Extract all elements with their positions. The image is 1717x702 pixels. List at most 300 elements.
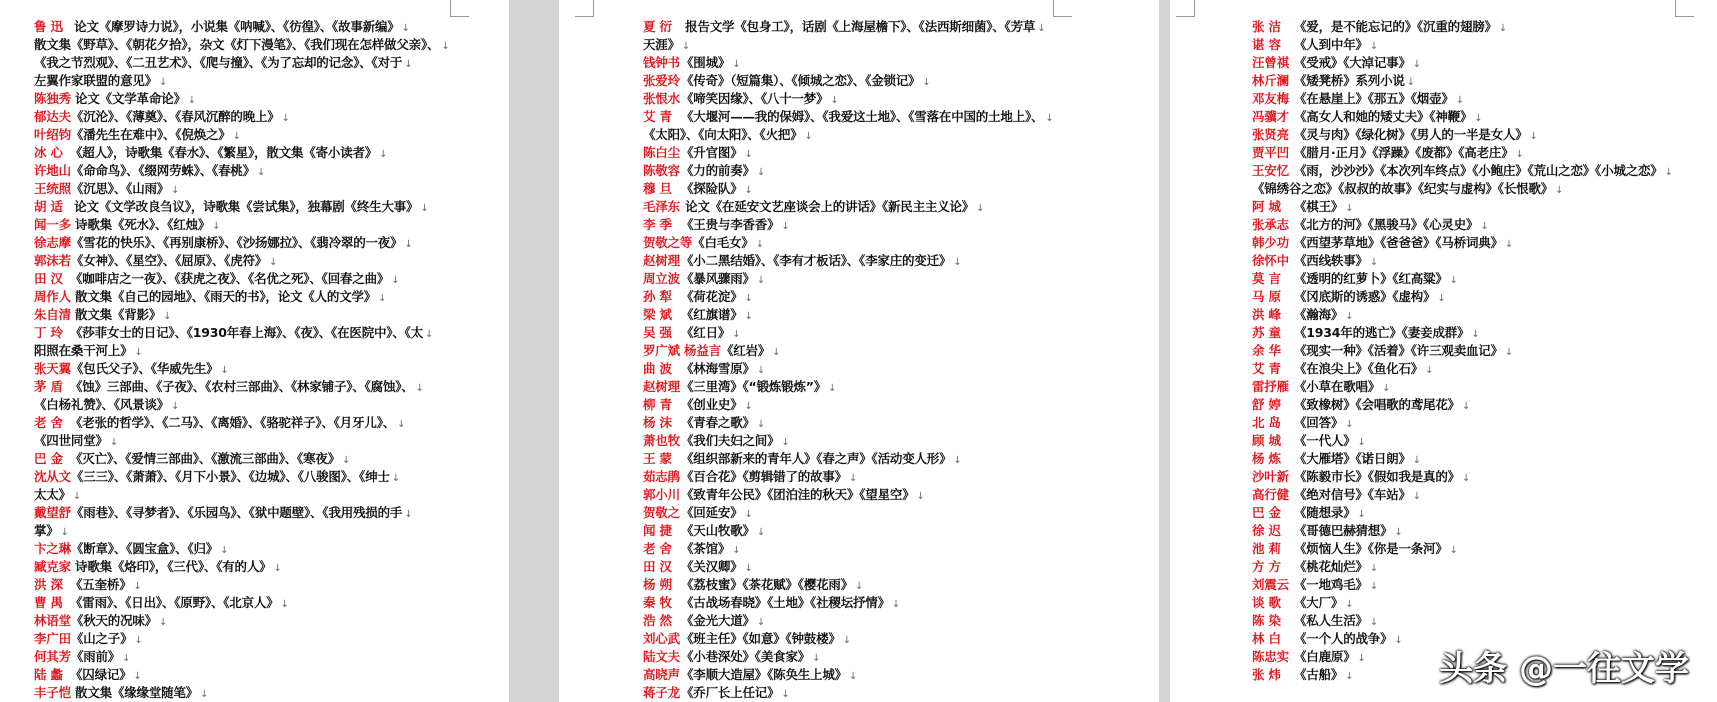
text-line	[34, 54, 464, 72]
author-name: 徐 迟	[1252, 523, 1281, 538]
paragraph-mark-icon: ↓	[133, 671, 142, 682]
author-name: 李广田	[34, 631, 71, 646]
paragraph-mark-icon: ↓	[1515, 149, 1524, 160]
author-name: 孙 犁	[643, 289, 672, 304]
works-text: 《蚀》三部曲、《子夜》、《农村三部曲》、《林家铺子》、《腐蚀》、	[70, 379, 414, 394]
page-corner-mark	[450, 0, 469, 17]
works-text: 《灵与肉》《绿化树》《男人的一半是女人》	[1294, 127, 1528, 142]
text-line	[643, 72, 1121, 90]
paragraph-mark-icon: ↓	[281, 113, 290, 124]
text-line	[643, 360, 1121, 378]
works-text: 《绝对信号》《车站》	[1294, 487, 1411, 502]
author-name: 陈独秀	[34, 91, 71, 106]
works-text: 《哥德巴赫猜想》	[1294, 523, 1393, 538]
author-name: 丁 玲	[34, 325, 63, 340]
paragraph-mark-icon: ↓	[232, 131, 241, 142]
author-name: 巴 金	[1252, 505, 1281, 520]
author-name: 邓友梅	[1252, 91, 1289, 106]
works-text: 散文集《背影》	[70, 307, 162, 322]
paragraph-mark-icon: ↓	[72, 491, 82, 502]
text-line	[34, 558, 464, 576]
author-name: 老 舍	[34, 415, 63, 430]
paragraph-mark-icon: ↓	[425, 329, 434, 340]
text-line	[643, 54, 1121, 72]
works-text: 论文《在延安文艺座谈会上的讲话》《新民主主义论》	[681, 199, 975, 214]
author-name: 张 炜	[1252, 667, 1281, 682]
author-name: 周立波	[643, 271, 680, 286]
paragraph-mark-icon: ↓	[415, 383, 424, 394]
author-name: 张恨水	[643, 91, 680, 106]
works-text: 《囚绿记》	[70, 667, 132, 682]
author-name: 谌 容	[1252, 37, 1281, 52]
paragraph-mark-icon: ↓	[1394, 527, 1403, 538]
author-name: 田 汉	[34, 271, 63, 286]
text-line	[643, 378, 1121, 396]
author-name: 杨 炼	[1252, 451, 1281, 466]
paragraph-mark-icon: ↓	[134, 635, 143, 646]
paragraph-mark-icon: ↓	[855, 581, 864, 592]
text-line	[1252, 90, 1707, 108]
paragraph-mark-icon: ↓	[732, 329, 741, 340]
text-line	[643, 180, 1121, 198]
author-name: 夏 衍	[643, 19, 672, 34]
paragraph-mark-icon: ↓	[379, 149, 388, 160]
text-line	[34, 18, 464, 36]
author-name: 徐志摩	[34, 235, 71, 250]
paragraph-mark-icon: ↓	[269, 257, 278, 268]
works-text: 《私人生活》	[1294, 613, 1368, 628]
text-line	[643, 666, 1121, 684]
paragraph-mark-icon: ↓	[109, 437, 118, 448]
paragraph-mark-icon: ↓	[397, 419, 406, 430]
paragraph-mark-icon: ↓	[1529, 131, 1538, 142]
paragraph-mark-icon: ↓	[1449, 545, 1458, 556]
paragraph-mark-icon: ↓	[404, 239, 413, 250]
page-corner-mark	[1675, 0, 1694, 17]
works-text: 《红岩》	[720, 343, 771, 358]
works-text: 《爱，是不能忘记的》《沉重的翅膀》	[1294, 19, 1497, 34]
paragraph-mark-icon: ↓	[848, 671, 858, 682]
text-line	[643, 522, 1121, 540]
works-text: 《红旗谱》	[681, 307, 743, 322]
author-name: 马 原	[1252, 289, 1281, 304]
text-line	[643, 450, 1121, 468]
paragraph-mark-icon: ↓	[1369, 563, 1378, 574]
paragraph-mark-icon: ↓	[401, 23, 410, 34]
works-text: 《四世同堂》	[34, 433, 108, 448]
text-line	[1252, 126, 1707, 144]
works-text: 太太》	[34, 487, 71, 502]
text-line	[643, 306, 1121, 324]
author-name: 柳 青	[643, 397, 672, 412]
author-name: 毛泽东	[643, 199, 680, 214]
text-line	[34, 306, 464, 324]
works-text: 论文《摩罗诗力说》，小说集《呐喊》、《彷徨》、《故事新编》	[70, 19, 400, 34]
paragraph-mark-icon: ↓	[804, 131, 813, 142]
text-line	[643, 486, 1121, 504]
paragraph-mark-icon: ↓	[842, 635, 851, 646]
works-text: 《在浪尖上》《鱼化石》	[1294, 361, 1424, 376]
works-text: 《瀚海》	[1294, 307, 1344, 322]
page-corner-mark	[1176, 0, 1195, 17]
author-name: 顾 城	[1252, 433, 1281, 448]
author-name: 陈敬容	[643, 163, 680, 178]
works-text: 《金光大道》	[681, 613, 755, 628]
author-name: 周作人	[34, 289, 71, 304]
works-text: 《随想录》	[1294, 505, 1356, 520]
author-name: 林斤澜	[1252, 73, 1289, 88]
works-text: 《老张的哲学》、《二马》、《离婚》、《骆驼祥子》、《月牙儿》、	[70, 415, 396, 430]
paragraph-mark-icon: ↓	[1437, 293, 1446, 304]
paragraph-mark-icon: ↓	[420, 203, 429, 214]
text-line	[34, 216, 464, 234]
works-text: 天涯》	[643, 37, 680, 52]
author-name: 林 白	[1252, 631, 1281, 646]
author-name: 张爱玲	[643, 73, 680, 88]
text-line	[34, 144, 464, 162]
text-line	[643, 414, 1121, 432]
text-line	[34, 576, 464, 594]
text-line	[1252, 486, 1707, 504]
paragraph-mark-icon: ↓	[755, 239, 764, 250]
author-name: 郁达夫	[34, 109, 71, 124]
works-text: 散文集《自己的园地》、《雨天的书》，论文《人的文学》	[70, 289, 377, 304]
author-name: 杨 沫	[643, 415, 672, 430]
paragraph-mark-icon: ↓	[391, 275, 400, 286]
works-text: 散文集《野草》、《朝花夕拾》，杂文《灯下漫笔》、《我们现在怎样做父亲》、	[34, 37, 440, 52]
text-line	[34, 414, 464, 432]
paragraph-mark-icon: ↓	[1555, 185, 1564, 196]
text-line	[643, 288, 1121, 306]
paragraph-mark-icon: ↓	[378, 293, 387, 304]
works-text: 《红日》	[681, 325, 731, 340]
text-line	[643, 594, 1121, 612]
author-name: 戴望舒	[34, 505, 71, 520]
author-name: 郭沫若	[34, 253, 71, 268]
paragraph-mark-icon: ↓	[1425, 365, 1434, 376]
author-name: 陈 染	[1252, 613, 1281, 628]
author-name: 臧克家	[34, 559, 71, 574]
text-line	[34, 90, 464, 108]
works-text: 《探险队》	[681, 181, 743, 196]
works-text: 《包氏父子》、《华威先生》	[70, 361, 219, 376]
works-text: 《雨巷》、《寻梦者》、《乐园鸟》、《狱中题壁》、《我用残损的手	[70, 505, 403, 520]
paragraph-mark-icon: ↓	[200, 689, 209, 700]
author-name: 蒋子龙	[643, 685, 680, 700]
paragraph-mark-icon: ↓	[1504, 347, 1514, 358]
paragraph-mark-icon: ↓	[60, 527, 69, 538]
works-text: 《李顺大造屋》《陈奂生上城》	[681, 667, 847, 682]
paragraph-mark-icon: ↓	[220, 545, 229, 556]
works-text: 《三里湾》《“锻炼锻炼”》	[681, 379, 827, 394]
paragraph-mark-icon: ↓	[953, 455, 962, 466]
works-text: 《女神》、《星空》、《屈原》、《虎符》	[70, 253, 268, 268]
author-name: 何其芳	[34, 649, 71, 664]
works-text: 《雪花的快乐》、《再别康桥》、《沙扬娜拉》、《翡冷翠的一夜》	[70, 235, 403, 250]
paragraph-mark-icon: ↓	[1474, 113, 1483, 124]
paragraph-mark-icon: ↓	[744, 185, 753, 196]
text-line	[1252, 252, 1707, 270]
text-line	[1252, 144, 1707, 162]
works-text: 《小草在歌唱》	[1294, 379, 1381, 394]
paragraph-mark-icon: ↓	[756, 167, 765, 178]
author-name: 刘心武	[643, 631, 680, 646]
text-line	[1252, 396, 1707, 414]
paragraph-mark-icon: ↓	[744, 149, 753, 160]
text-line	[643, 432, 1121, 450]
works-text: 左翼作家联盟的意见》	[34, 73, 158, 88]
author-name: 谈 歌	[1252, 595, 1281, 610]
author-name: 苏 童	[1252, 325, 1281, 340]
paragraph-mark-icon: ↓	[1449, 275, 1458, 286]
author-name: 茹志鹃	[643, 469, 680, 484]
works-text: 《小巷深处》《美食家》	[681, 649, 811, 664]
author-name: 贺敬之等	[643, 235, 693, 250]
page-2-text-lines	[643, 18, 1121, 702]
text-line	[643, 216, 1121, 234]
works-text: 《啼笑因缘》、《八十一梦》	[681, 91, 829, 106]
paragraph-mark-icon: ↓	[273, 563, 282, 574]
works-text: 《回延安》	[681, 505, 743, 520]
paragraph-mark-icon: ↓	[848, 473, 858, 484]
text-line	[34, 270, 464, 288]
works-text: 《古战场春晓》《土地》《社稷坛抒情》	[681, 595, 890, 610]
paragraph-mark-icon: ↓	[1369, 581, 1378, 592]
works-text: 《西望茅草地》《爸爸爸》《马桥词典》	[1294, 235, 1503, 250]
author-name: 丰子恺	[34, 685, 71, 700]
paragraph-mark-icon: ↓	[781, 437, 790, 448]
author-name: 北 岛	[1252, 415, 1281, 430]
author-name: 老 舍	[643, 541, 672, 556]
document-page-3	[1170, 0, 1717, 702]
paragraph-mark-icon: ↓	[744, 293, 753, 304]
text-line	[1252, 36, 1707, 54]
author-name: 闻 捷	[643, 523, 672, 538]
author-name: 许地山	[34, 163, 71, 178]
author-name: 罗广斌 杨益言	[643, 343, 721, 358]
works-text: 《命命鸟》、《缀网劳蛛》、《春桃》	[70, 163, 256, 178]
paragraph-mark-icon: ↓	[1369, 41, 1378, 52]
paragraph-mark-icon: ↓	[1345, 419, 1354, 430]
text-line	[1252, 558, 1707, 576]
author-name: 胡 适	[34, 199, 63, 214]
text-line	[34, 630, 464, 648]
text-line	[1252, 540, 1707, 558]
text-line	[1252, 324, 1707, 342]
works-text: 《腊月·正月》《浮躁》《废都》《高老庄》	[1294, 145, 1514, 160]
works-text: 《潘先生在难中》、《倪焕之》	[70, 127, 231, 142]
works-text: 论文《文学改良刍议》，诗歌集《尝试集》，独幕剧《终生大事》	[70, 199, 419, 214]
paragraph-mark-icon: ↓	[1045, 113, 1054, 124]
paragraph-mark-icon: ↓	[1664, 167, 1673, 178]
text-line	[643, 90, 1121, 108]
paragraph-mark-icon: ↓	[732, 59, 741, 70]
works-text: 《北方的河》《黑骏马》《心灵史》	[1294, 217, 1479, 232]
author-name: 高晓声	[643, 667, 680, 682]
works-text: 《班主任》《如意》《钟鼓楼》	[681, 631, 841, 646]
text-line	[1252, 54, 1707, 72]
works-text: 《陈毅市长》《假如我是真的》	[1294, 469, 1460, 484]
paragraph-mark-icon: ↓	[122, 653, 131, 664]
author-name: 汪曾祺	[1252, 55, 1289, 70]
author-name: 徐怀中	[1252, 253, 1289, 268]
works-text: 《山之子》	[70, 631, 133, 646]
text-line	[643, 198, 1121, 216]
author-name: 秦 牧	[643, 595, 672, 610]
text-line	[643, 612, 1121, 630]
author-name: 赵树理	[643, 379, 680, 394]
author-name: 曹 禺	[34, 595, 63, 610]
works-text: 《致橡树》《会唱歌的鸢尾花》	[1294, 397, 1460, 412]
works-text: 《雷雨》、《日出》、《原野》、《北京人》	[70, 595, 279, 610]
text-line	[1252, 234, 1707, 252]
works-text: 《大厂》	[1294, 595, 1344, 610]
text-line	[643, 396, 1121, 414]
paragraph-mark-icon: ↓	[1504, 239, 1514, 250]
author-name: 曲 波	[643, 361, 672, 376]
author-name: 洪 深	[34, 577, 63, 592]
works-text: 《秋天的况味》	[70, 613, 158, 628]
text-line	[34, 504, 464, 522]
works-text: 《白毛女》	[692, 235, 754, 250]
text-line	[643, 126, 1121, 144]
works-text: 诗歌集《死水》、《红烛》	[70, 217, 211, 232]
text-line	[34, 108, 464, 126]
works-text: 《传奇》（短篇集）、《倾城之恋》、《金锁记》	[681, 73, 921, 88]
works-text: 《王贵与李香香》	[681, 217, 780, 232]
paragraph-mark-icon: ↓	[732, 545, 741, 556]
text-line	[34, 234, 464, 252]
text-line	[643, 324, 1121, 342]
paragraph-mark-icon: ↓	[922, 77, 931, 88]
text-line	[34, 198, 464, 216]
works-text: 《百合花》《剪辑错了的故事》	[681, 469, 847, 484]
text-line	[34, 486, 464, 504]
document-page-2	[559, 0, 1159, 702]
works-text: 《暴风骤雨》	[681, 271, 755, 286]
author-name: 张 洁	[1252, 19, 1281, 34]
text-line	[34, 432, 464, 450]
author-name: 王 蒙	[643, 451, 672, 466]
paragraph-mark-icon: ↓	[404, 59, 413, 70]
works-text: 《沉思》、《山雨》	[70, 181, 170, 196]
works-text: 《断章》、《圆宝盒》、《归》	[70, 541, 219, 556]
works-text: 《林海雪原》	[681, 361, 755, 376]
text-line	[34, 666, 464, 684]
works-text: 《烦恼人生》《你是一条河》	[1294, 541, 1448, 556]
text-line	[643, 648, 1121, 666]
author-name: 赵树理	[643, 253, 680, 268]
works-text: 《乔厂长上任记》	[681, 685, 780, 700]
author-name: 鲁 迅	[34, 19, 63, 34]
works-text: 《白鹿原》	[1294, 649, 1356, 664]
author-name: 艾 青	[643, 109, 672, 124]
text-line	[1252, 594, 1707, 612]
text-line	[1252, 468, 1707, 486]
author-name: 冯骥才	[1252, 109, 1289, 124]
author-name: 朱自清	[34, 307, 71, 322]
works-text: 《受戒》《大淖记事》	[1294, 55, 1411, 70]
author-name: 王安忆	[1252, 163, 1289, 178]
text-line	[34, 396, 464, 414]
paragraph-mark-icon: ↓	[391, 473, 400, 484]
works-text: 《现实一种》《活着》《许三观卖血记》	[1294, 343, 1503, 358]
works-text: 《我们夫妇之间》	[681, 433, 780, 448]
paragraph-mark-icon: ↓	[1037, 23, 1046, 34]
text-line	[643, 36, 1121, 54]
paragraph-mark-icon: ↓	[744, 563, 753, 574]
works-text: 《锦绣谷之恋》《叔叔的故事》《纪实与虚构》《长恨歌》	[1252, 181, 1554, 196]
author-name: 张天翼	[34, 361, 71, 376]
author-name: 刘震云	[1252, 577, 1289, 592]
author-name: 杨 朔	[643, 577, 672, 592]
works-text: 《太阳》、《向太阳》、《火把》	[643, 127, 803, 142]
works-text: 《关汉卿》	[681, 559, 743, 574]
text-line	[1252, 414, 1707, 432]
text-line	[34, 612, 464, 630]
paragraph-mark-icon: ↓	[220, 365, 229, 376]
author-name: 卞之琳	[34, 541, 71, 556]
text-line	[1252, 288, 1707, 306]
paragraph-mark-icon: ↓	[828, 383, 837, 394]
paragraph-mark-icon: ↓	[744, 509, 753, 520]
text-line	[643, 576, 1121, 594]
works-text: 《矮凳桥》系列小说	[1294, 73, 1405, 88]
works-text: 《人到中年》	[1294, 37, 1368, 52]
author-name: 茅 盾	[34, 379, 63, 394]
author-name: 阿 城	[1252, 199, 1281, 214]
page-corner-mark	[575, 0, 594, 17]
paragraph-mark-icon: ↓	[159, 617, 168, 628]
text-line	[34, 648, 464, 666]
paragraph-mark-icon: ↓	[1412, 455, 1421, 466]
text-line	[1252, 270, 1707, 288]
author-name: 巴 金	[34, 451, 63, 466]
works-text: 《1934年的逃亡》《妻妾成群》	[1294, 325, 1470, 340]
author-name: 郭小川	[643, 487, 680, 502]
paragraph-mark-icon: ↓	[1461, 473, 1471, 484]
works-text: 《升官图》	[681, 145, 743, 160]
works-text: 《天山牧歌》	[681, 523, 755, 538]
paragraph-mark-icon: ↓	[781, 689, 790, 700]
paragraph-mark-icon: ↓	[1412, 59, 1421, 70]
text-line	[1252, 612, 1707, 630]
text-line	[1252, 522, 1707, 540]
author-name: 陈白尘	[643, 145, 680, 160]
paragraph-mark-icon: ↓	[1455, 95, 1464, 106]
author-name: 叶绍钧	[34, 127, 71, 142]
paragraph-mark-icon: ↓	[756, 419, 765, 430]
paragraph-mark-icon: ↓	[953, 257, 962, 268]
text-line	[1252, 504, 1707, 522]
author-name: 张承志	[1252, 217, 1289, 232]
paragraph-mark-icon: ↓	[1480, 221, 1489, 232]
works-text: 《一个人的战争》	[1294, 631, 1393, 646]
author-name: 钱钟书	[643, 55, 680, 70]
works-text: 《莎菲女士的日记》、《1930年春上海》、《夜》、《在医院中》、《太	[70, 325, 423, 340]
works-text: 《五奎桥》	[70, 577, 132, 592]
text-line	[34, 378, 464, 396]
text-line	[1252, 360, 1707, 378]
text-line	[34, 180, 464, 198]
author-name: 韩少功	[1252, 235, 1289, 250]
author-name: 闻一多	[34, 217, 71, 232]
works-text: 掌》	[34, 523, 59, 538]
paragraph-mark-icon: ↓	[976, 203, 985, 214]
paragraph-mark-icon: ↓	[1357, 653, 1366, 664]
works-text: 《围城》	[681, 55, 731, 70]
text-line	[643, 504, 1121, 522]
